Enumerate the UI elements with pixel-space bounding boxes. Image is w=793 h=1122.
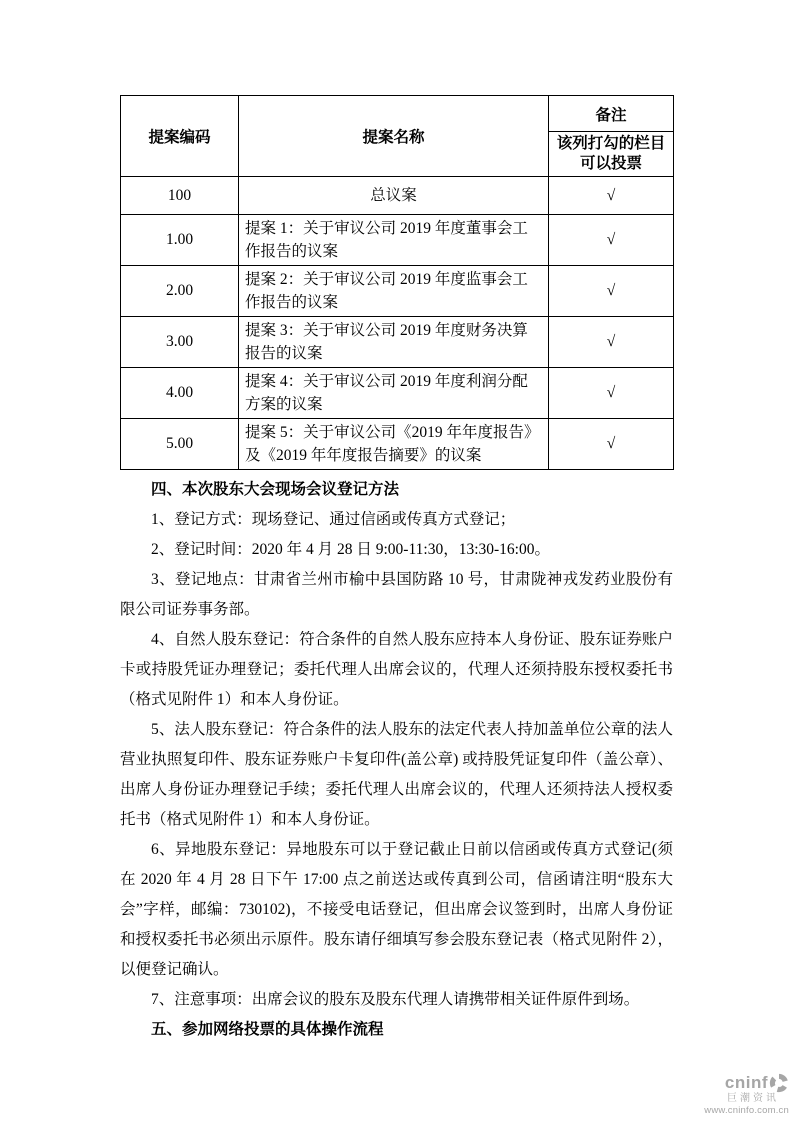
- table-row: [121, 177, 674, 215]
- proposal-name-cell: 总议案: [239, 177, 549, 215]
- section-heading-4: 四、本次股东大会现场会议登记方法: [151, 481, 400, 498]
- table-header-row: [121, 96, 674, 132]
- cninfo-brand-text: cninf: [724, 1072, 768, 1092]
- proposal-code-cell: 3.00: [121, 317, 239, 368]
- proposal-name-cell: 提案 5：关于审议公司《2019 年年度报告》及《2019 年年度报告摘要》的议案: [239, 419, 549, 470]
- cninfo-swirl-icon: [769, 1073, 789, 1093]
- registration-item-4: 4、自然人股东登记：符合条件的自然人股东应持本人身份证、股东证券账户卡或持股凭证办理登记；委托代理人出席会议的，代理人还须持股东授权委托书（格式见附件 1）和本人身份证。: [120, 631, 673, 708]
- registration-item-6: 6、异地股东登记：异地股东可以于登记截止日前以信函或传真方式登记(须在 2020 年 4 月 28 日下午 17:00 点之前送达或传真到公司，信函请注明“股东大会”字样，邮编：730102)，不接受电话登记，但出席会议签到时，出席人身份证和授权委托书必须出示原件。股东请仔细填写参会股东登记表（格式见附件 2），以便登记确认。: [120, 841, 673, 978]
- proposal-code-cell: 100: [121, 177, 239, 215]
- header-cell-code: 提案编码: [121, 96, 239, 177]
- proposal-name-cell: 提案 1：关于审议公司 2019 年度董事会工作报告的议案: [239, 215, 549, 266]
- proposal-name-cell: 提案 4：关于审议公司 2019 年度利润分配方案的议案: [239, 368, 549, 419]
- registration-item-5: 5、法人股东登记：符合条件的法人股东的法定代表人持加盖单位公章的法人营业执照复印件、股东证券账户卡复印件(盖公章) 或持股凭证复印件（盖公章）、出席人身份证办理登记手续；委托代理人出席会议的，代理人还须持法人授权委托书（格式见附件 1）和本人身份证。: [120, 721, 673, 828]
- registration-item-1: 1、登记方式：现场登记、通过信函或传真方式登记；: [151, 511, 516, 528]
- proposal-name-cell: 提案 2：关于审议公司 2019 年度监事会工作报告的议案: [239, 266, 549, 317]
- proposal-name-cell: 提案 3：关于审议公司 2019 年度财务决算报告的议案: [239, 317, 549, 368]
- remark-check-cell: √: [549, 368, 674, 419]
- proposal-code-cell: 2.00: [121, 266, 239, 317]
- remark-check-cell: √: [549, 266, 674, 317]
- section-heading-5: 五、参加网络投票的具体操作流程: [151, 1021, 384, 1038]
- remark-check-cell: √: [549, 215, 674, 266]
- proposal-code-cell: 1.00: [121, 215, 239, 266]
- registration-item-3: 3、登记地点：甘肃省兰州市榆中县国防路 10 号，甘肃陇神戎发药业股份有限公司证券事务部。: [120, 571, 673, 618]
- cninfo-url-text: www.cninfo.com.cn: [704, 1105, 789, 1117]
- proposal-code-cell: 4.00: [121, 368, 239, 419]
- proposal-code-cell: 5.00: [121, 419, 239, 470]
- table-row: [121, 266, 674, 317]
- header-cell-remark: 备注: [549, 96, 674, 132]
- page-content: [120, 95, 673, 1045]
- remark-check-cell: √: [549, 317, 674, 368]
- table-row: [121, 368, 674, 419]
- cninfo-logo: [703, 1073, 789, 1116]
- remark-check-cell: √: [549, 419, 674, 470]
- body-text: [120, 475, 673, 1045]
- table-row: [121, 215, 674, 266]
- cninfo-cn-text: 巨潮资讯: [727, 1092, 779, 1104]
- header-cell-remark-sub: 该列打勾的栏目可以投票: [549, 132, 674, 177]
- registration-item-2: 2、登记时间：2020 年 4 月 28 日 9:00-11:30，13:30-16:00。: [151, 541, 550, 558]
- table-row: [121, 419, 674, 470]
- remark-check-cell: √: [549, 177, 674, 215]
- cninfo-brand-row: [703, 1073, 789, 1093]
- table-row: [121, 317, 674, 368]
- registration-item-7: 7、注意事项：出席会议的股东及股东代理人请携带相关证件原件到场。: [151, 991, 640, 1008]
- proposal-table: [120, 95, 674, 470]
- header-cell-name: 提案名称: [239, 96, 549, 177]
